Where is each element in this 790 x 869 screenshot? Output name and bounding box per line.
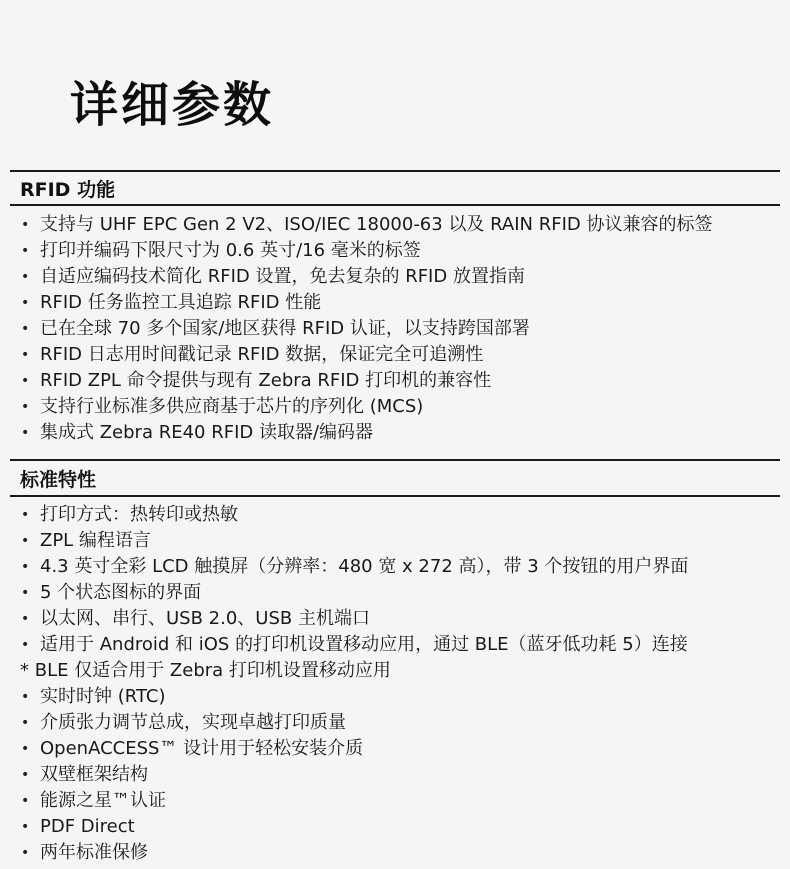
- list-item: • OpenACCESS™ 设计用于轻松安装介质: [10, 736, 780, 762]
- rfid-section: [10, 170, 780, 446]
- list-item: • 两年标准保修: [10, 840, 780, 866]
- list-item: • PDF Direct: [10, 814, 780, 840]
- list-item: • RFID ZPL 命令提供与现有 Zebra RFID 打印机的兼容性: [10, 368, 780, 394]
- list-item: • ZPL 编程语言: [10, 528, 780, 554]
- list-item: • 支持行业标准多供应商基于芯片的序列化 (MCS): [10, 394, 780, 420]
- list-item: • 打印方式：热转印或热敏: [10, 502, 780, 528]
- list-item: • 能源之星™认证: [10, 788, 780, 814]
- standard-feature-list: [10, 497, 780, 866]
- standard-section-header: 标准特性: [10, 459, 780, 497]
- ble-footnote: * BLE 仅适合用于 Zebra 打印机设置移动应用: [20, 660, 391, 681]
- list-item: • 实时时钟 (RTC): [10, 684, 780, 710]
- standard-features-section: [10, 459, 780, 866]
- rfid-feature-list: [10, 206, 780, 446]
- list-item: • 介质张力调节总成，实现卓越打印质量: [10, 710, 780, 736]
- page-title: 详细参数: [70, 77, 275, 133]
- list-item: • 以太网、串行、USB 2.0、USB 主机端口: [10, 606, 780, 632]
- list-item: • 打印并编码下限尺寸为 0.6 英寸/16 毫米的标签: [10, 238, 780, 264]
- list-item: • 集成式 Zebra RE40 RFID 读取器/编码器: [10, 420, 780, 446]
- list-item: • 5 个状态图标的界面: [10, 580, 780, 606]
- list-item: • 4.3 英寸全彩 LCD 触摸屏（分辨率：480 宽 x 272 高），带 3 个按钮的用户界面: [10, 554, 780, 580]
- list-item: • 自适应编码技术简化 RFID 设置，免去复杂的 RFID 放置指南: [10, 264, 780, 290]
- list-item: • RFID 任务监控工具追踪 RFID 性能: [10, 290, 780, 316]
- list-item: • 双壁框架结构: [10, 762, 780, 788]
- list-item: • RFID 日志用时间戳记录 RFID 数据，保证完全可追溯性: [10, 342, 780, 368]
- rfid-section-header: RFID 功能: [10, 170, 780, 206]
- list-item: • 已在全球 70 多个国家/地区获得 RFID 认证，以支持跨国部署: [10, 316, 780, 342]
- list-item: • 支持与 UHF EPC Gen 2 V2、ISO/IEC 18000-63 以及 RAIN RFID 协议兼容的标签: [10, 212, 780, 238]
- list-item: • 适用于 Android 和 iOS 的打印机设置移动应用，通过 BLE（蓝牙低功耗 5）连接: [10, 632, 780, 658]
